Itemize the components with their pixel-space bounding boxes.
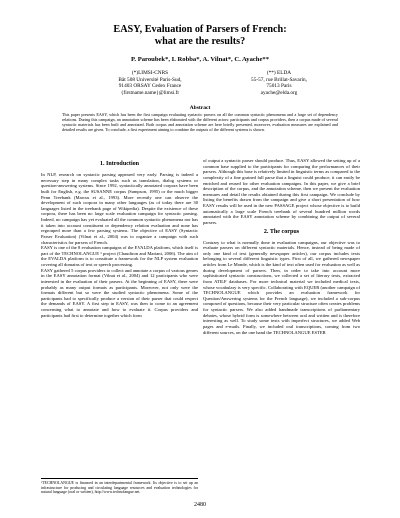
abstract-text: This paper presents EASY, which has been the first campaign evaluating syntactic parsers on all the common syntactic phenomena and a large set of dependency relations. During this campaign, an annotation scheme has been elaborated with the different actors: participants and corpus providers, then a corpus made of several syntactic materials has been built and annotated. Both corpus and annotation scheme are here briefly presented, moreover, evaluation measures are explained and detailed results are given. To conclude, a first experiment aiming to combine the outputs of the different systems is shown.: [62, 112, 338, 133]
title-line-2: what are the results?: [154, 35, 246, 47]
body-paragraph: of output a syntactic parser should produce. Thus, EASY allowed the setting up of a common base supplied to the participants for comparing the performances of their parsers. Although this base is relatively limited in linguistic terms as compared to the complexity of a fine grained full parse that a linguist could produce, it can easily be enriched and reused for other evaluation campaigns. In this paper, we give a brief description of the corpus, and the annotation scheme, then we present the evaluation measures and detail the results obtained during this first campaign. We conclude by listing the benefits drawn from the campaign and give a short presentation of how EASY results will be used in the new PASSAGE project whose objective is to build automatically a large scale French treebank of several hundred million words annotated with the EASY annotation scheme by combining the output of several parsers.: [203, 158, 360, 225]
section-heading-corpus: 2. The corpus: [263, 228, 300, 235]
abstract-heading: Abstract: [189, 105, 211, 111]
paper-title: [40, 24, 360, 47]
right-column: [203, 158, 360, 335]
affiliation-line: 91403 ORSAY Cedex France: [118, 83, 182, 90]
body-paragraph: Contrary to what is normally done in evaluation campaigns, our objective was to evaluate parsers on different syntactic materials. Hence, instead of being made of only one kind of text (generally newspaper articles), our corpus includes texts belonging to several different linguistic types. First of all, we gathered newspaper articles from Le Monde, which is the kind of text often used for evaluation as well as during development of parsers. Then, in order to take into account more sophisticated syntactic constructions, we collected a set of literary texts, extracted from ATILF databases. For more technical material we included medical texts, whose vocabulary is very specific. Collaborating with EQUER (another campaign of TECHNOLANGUE which provides an evaluation framework for Question/Answering systems for the French language), we included a sub-corpus composed of questions, because their very particular structure often creates problems for syntactic parsers. We also added handmade transcriptions of parliamentary debates, whose hybrid form is somewhere between oral and written and is therefore interesting as well. To study some texts with imperfect structures, we added Web pages and e-mails. Finally, we included oral transcriptions, coming from two different sources, on the one hand the TECHNOLANGUE ESTER: [203, 239, 360, 335]
page-number: 2480: [194, 502, 206, 508]
affiliation-limsi: [92, 70, 208, 97]
body-paragraph: In NLP, research on syntactic parsing appeared very early. Parsing is indeed a necessary step in many complex tasks such as translation, dialog systems or question-answering systems. Since 1992, syntactically annotated corpora have been built for English, e.g. the SUSANNE corpus (Sampson, 1995) or the much bigger Penn Treebank (Marcus et al., 1993). More recently one can observe the development of such corpora in many other languages (as of today there are 30 languages listed in the treebank page of Wikipedia). Despite the existence of these corpora, there has been no large scale evaluation campaign for syntactic parsing. Indeed, no campaign has yet evaluated all the common syntactic phenomena nor has it taken into account constituent or dependency relation evaluation and none has regrouped more than a few parsing systems. The objective of EASY (Syntactic Parser Evaluation) (Vilnat et al., 2004) was to organize a campaign with such characteristics for parsers of French.: [41, 172, 198, 245]
affiliation-line: (*)LIMSI-CNRS: [131, 70, 169, 76]
body-paragraph: EASY is one of the 8 evaluation campaigns of the EVALDA platform, which itself is part of the TECHNOLANGUE ¹ project (Chaudiron and Mariani, 2006). The aim of the EVALDA platform is to constitute a framework for the NLP system evaluation covering all domains of text or speech processing.: [41, 245, 198, 267]
affiliation-email: {firstname.name}@limsi.fr: [120, 90, 180, 97]
affiliation-elda: [224, 70, 334, 97]
body-paragraph: EASY gathered 5 corpus providers to collect and annotate a corpus of various genres in the EASY annotation format (Vilnat et al., 2004) and 12 participants who were interested in the evaluation of their parsers. At the beginning of EASY, there were probably as many output formats as participants. Moreover, not only were the formats different but so were the studied syntactic phenomena. Some of the participants had to specifically produce a version of their parser that could respect the demands of EASY. A first step in EASY, was then to come to an agreement concerning what to annotate and how to evaluate it. Corpus providers and participants had first to determine together which form: [41, 267, 198, 318]
left-column: [41, 158, 198, 318]
author-list: P. Paroubek*, I. Robba*, A. Vilnat*, C. Ayache**: [131, 56, 269, 63]
title-line-1: EASY, Evaluation of Parsers of French:: [113, 24, 287, 35]
affiliation-line: 75013 Paris: [266, 83, 292, 90]
section-heading-introduction: 1. Introduction: [99, 161, 140, 167]
affiliation-line: (**) ELDA: [266, 70, 292, 76]
footnote: ¹TECHNOLANGUE is financed in an interdepartmental framework. Its objective is to set up an infrastructure for producing and circulating language resources and evaluation technologies for natural language (oral or written), http://www.technolangue.net.: [41, 478, 198, 495]
affiliation-email: ayache@elda.org: [260, 90, 298, 97]
affiliation-line: Bât 508 Université Paris-Sud,: [118, 76, 182, 83]
affiliation-line: 55-57, rue Brillat-Savarin,: [251, 76, 307, 83]
